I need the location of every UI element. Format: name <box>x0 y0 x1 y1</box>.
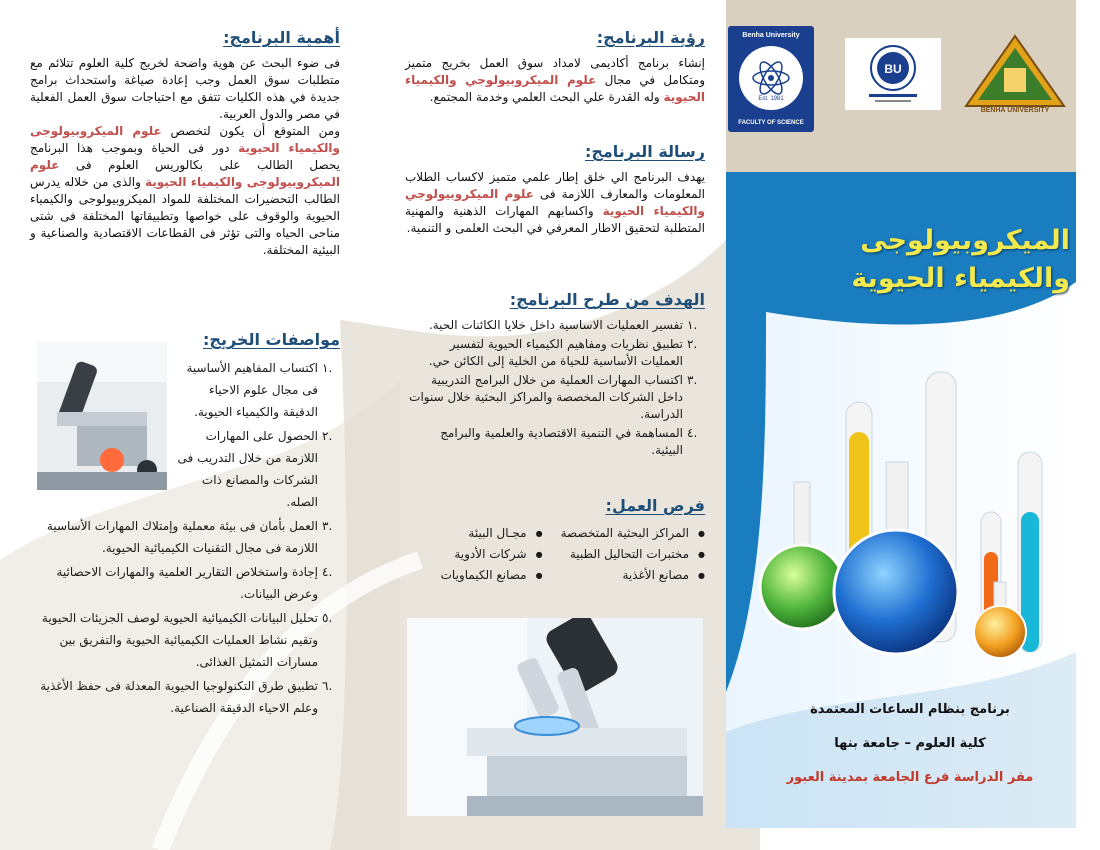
importance-text-1: فى ضوء البحث عن هوية واضحة لخريج كلية العلوم تتلائم مع متطلبات سوق العمل وجب إعادة صياغة واستحداث برامج جديدة في هذه الكليات تتفق مع احتياجات سوق العمل الفعلية في مصر والدول العربية. <box>30 56 340 121</box>
importance-highlight-1: علوم الميكروبيولوجى والكيمياء الحيوية <box>30 124 340 155</box>
jobs-heading: فرص العمل: <box>605 496 705 515</box>
benha-university-logo <box>960 34 1070 114</box>
lab-microscope-photo <box>37 342 167 490</box>
list-item: .٤ المساهمة في التنمية الاقتصادية والعلمية والبرامج البيئية. <box>440 426 698 457</box>
cover-info-lines <box>765 700 1055 802</box>
list-item: ● المراكز البحثية المتخصصة <box>561 523 705 544</box>
list-item: .٦ تطبيق طرق التكنولوجيا الحيوية المعدلة فى حفظ الأغذية وعلم الاحياء الدقيقة الصناعية. <box>40 679 333 715</box>
list-item: .٢ تطبيق نظريات ومفاهيم الكيمياء الحيوية لتفسير العمليات الأساسية للحياة من الخلية إلى الكائن حي. <box>428 337 698 368</box>
goal-heading: الهدف من طرح البرنامج: <box>509 290 705 309</box>
jobs-lists <box>405 523 705 586</box>
list-item: ● مصانع الأغذية <box>561 565 705 586</box>
jobs-column-2 <box>441 523 543 586</box>
vision-heading: رؤية البرنامج: <box>596 28 705 47</box>
list-item: .٣ اكتساب المهارات العملية من خلال البرامج التدريبية داخل الشركات المخصصة والمراكز البحثية خلال سنوات الدراسة. <box>409 373 698 421</box>
list-item: .٤ إجادة واستخلاص التقارير العلمية والمهارات الاحصائية وعرض البيانات. <box>56 565 333 601</box>
list-item: .١ تفسير العمليات الاساسية داخل خلايا الكائنات الحية. <box>428 318 698 332</box>
goal-list <box>405 317 705 459</box>
importance-section <box>30 28 340 259</box>
goal-section <box>405 290 705 461</box>
faculty-of-science-logo <box>728 26 814 132</box>
orange-flask <box>974 606 1026 658</box>
list-item: .٢ الحصول على المهارات اللازمة من خلال التدريب فى الشركات والمصانع ذات الصله. <box>177 429 333 509</box>
logo-text-top: Benha University <box>742 32 800 39</box>
list-item: .٣ العمل بأمان فى بيئة معملية وإمتلاك المهارات الأساسية اللازمة فى مجال التقنيات الكيميائية الحيوية. <box>46 519 333 555</box>
list-item: .٥ تحليل البيانات الكيميائية الحيوية لوصف الجزيئات الحيوية وتقيم نشاط العمليات الكيميائية الحيوية والتفريق بين مسارات التمثيل الغذائى. <box>41 611 333 669</box>
list-item: ● مصانع الكيماويات <box>441 565 543 586</box>
importance-text-2: ومن المتوقع أن يكون لتخصص علوم الميكروبيولوجى والكيمياء الحيوية دور فى الحياة وبموجب هذا البرنامج يحصل الطالب على بكالوريس العلوم فى علوم الميكروبيولوجى والكيمياء الحيوية والذى من خلاله يدرس الطالب التحضيرات المختلفة للمواد الميكروبيولوجى والكيمياء الحيوية والوقوف على خواصها وتطبيقاتها المختلفة فى شتى مناحى الحياه والتى تؤثر فى القطاعات الاقتصادية والصناعية و البيئية المختلفة. <box>30 124 341 257</box>
bu-logo <box>845 38 941 110</box>
svg-text:FACULTY OF SCIENCE: FACULTY OF SCIENCE <box>738 120 804 126</box>
svg-text:BENHA UNIVERSITY: BENHA UNIVERSITY <box>980 107 1050 114</box>
vision-text: إنشاء برنامج أكاديمى لامداد سوق العمل بخريج متميز ومتكامل في مجال علوم الميكروبيولوجي والكيمياء الحيوية وله القدرة علي البحث العلمي وخدمة المجتمع. <box>405 56 705 104</box>
faculty-line: كلية العلوم – جامعة بنها <box>834 736 986 751</box>
vision-section <box>405 28 705 106</box>
importance-heading: أهمية البرنامج: <box>223 28 340 47</box>
program-title: الميكروبيولوجى والكيمياء الحيوية <box>851 225 1070 294</box>
study-location-line: مقر الدراسة فرع الجامعة بمدينة العبور <box>786 770 1034 785</box>
mission-heading: رسالة البرنامج: <box>584 142 705 161</box>
green-flask <box>760 545 844 629</box>
program-system-line: برنامج بنظام الساعات المعتمدة <box>810 702 1010 717</box>
list-item: ● شركات الأدوية <box>441 544 543 565</box>
graduate-heading: مواصفات الخريج: <box>203 330 340 349</box>
list-item: ● مجـال البيئة <box>441 523 543 544</box>
importance-highlight-2: علوم الميكروبيولوجى والكيمياء الحيوية <box>30 158 341 189</box>
svg-text:BU: BU <box>884 62 902 76</box>
microscope-photo <box>407 618 703 816</box>
list-item: ● مختبرات التحاليل الطبية <box>561 544 705 565</box>
mission-highlight: علوم الميكروبيولوجي والكيمياء الحيوية <box>405 187 705 218</box>
svg-text:Est. 1981: Est. 1981 <box>758 96 784 102</box>
mission-text: يهدف البرنامج الي خلق إطار علمي متميز لاكساب الطلاب المعلومات والمعارف اللازمة فى علوم الميكروبيولوجي والكيمياء الحيوية واكسابهم المهارات الذهنية والمهنية المتطلبة لتحقيق الاطار المعرفي في البحث العلمى و التنمية. <box>405 170 705 235</box>
mission-section <box>405 142 705 237</box>
jobs-section <box>405 496 705 586</box>
list-item: .١ اكتساب المفاهيم الأساسية فى مجال علوم الاحياء الدقيقة والكيمياء الحيوية. <box>186 361 333 419</box>
blue-flask <box>834 530 958 654</box>
vision-highlight: علوم الميكروبيولوجي والكيمياء الحيوية <box>405 73 705 104</box>
jobs-column-1 <box>561 523 705 586</box>
